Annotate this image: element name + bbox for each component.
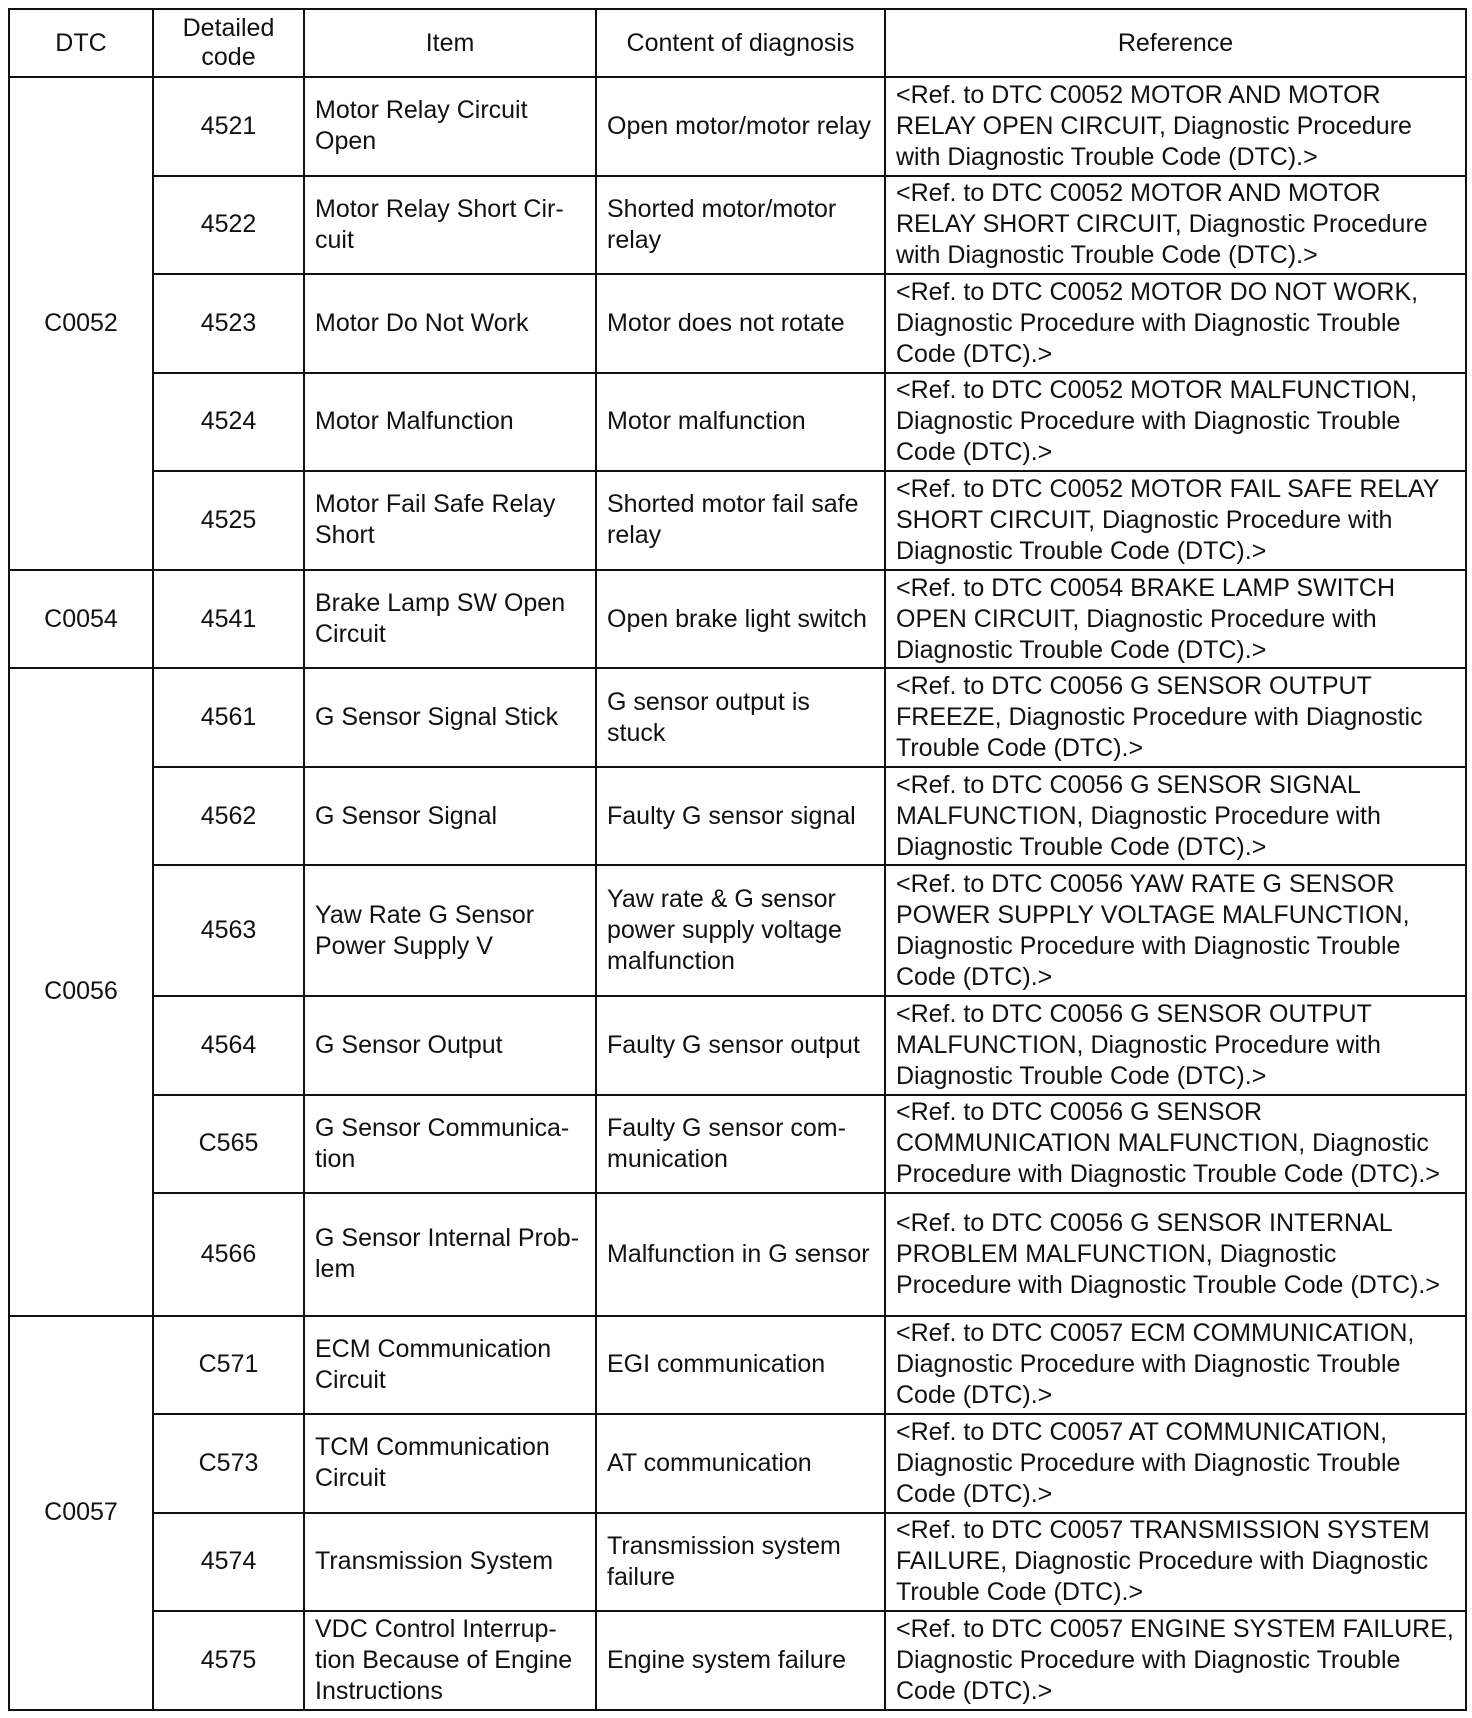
header-row	[9, 9, 1466, 77]
reference-cell: <Ref. to DTC C0056 G SENSOR COMMUNICATION MALFUNCTION, Diagnostic Procedure with Diagnostic Trouble Code (DTC).>	[885, 1095, 1466, 1194]
table-row	[9, 767, 1466, 866]
content-cell: G sensor output is stuck	[596, 668, 885, 767]
reference-cell: <Ref. to DTC C0057 ENGINE SYSTEM FAILURE, Diagnostic Procedure with Diagnostic Trouble Code (DTC).>	[885, 1611, 1466, 1710]
detailed-code-cell: 4564	[153, 996, 304, 1095]
content-cell: Shorted motor/motor relay	[596, 176, 885, 275]
reference-cell: <Ref. to DTC C0057 TRANSMISSION SYSTEM FAILURE, Diagnostic Procedure with Diagnostic Trouble Code (DTC).>	[885, 1513, 1466, 1612]
header-detailed-code-line1: Detailed	[182, 14, 275, 42]
table-row	[9, 1193, 1466, 1315]
item-cell: G Sensor Communica-tion	[304, 1095, 596, 1194]
dtc-cell: C0052	[9, 77, 153, 570]
detailed-code-cell: 4541	[153, 570, 304, 669]
detailed-code-cell: 4524	[153, 373, 304, 472]
item-cell: TCM Communication Circuit	[304, 1414, 596, 1513]
table-row	[9, 471, 1466, 570]
detailed-code-cell: 4522	[153, 176, 304, 275]
detailed-code-cell: C565	[153, 1095, 304, 1194]
item-cell: G Sensor Signal	[304, 767, 596, 866]
item-cell: Motor Malfunction	[304, 373, 596, 472]
dtc-cell: C0054	[9, 570, 153, 669]
content-cell: Shorted motor fail safe relay	[596, 471, 885, 570]
content-cell: Faulty G sensor output	[596, 996, 885, 1095]
header-detailed-code	[153, 9, 304, 77]
item-cell: Transmission System	[304, 1513, 596, 1612]
table-row	[9, 1513, 1466, 1612]
table-row	[9, 1611, 1466, 1710]
reference-cell: <Ref. to DTC C0056 G SENSOR OUTPUT MALFUNCTION, Diagnostic Procedure with Diagnostic Trouble Code (DTC).>	[885, 996, 1466, 1095]
table-row	[9, 865, 1466, 996]
content-cell: Open motor/motor relay	[596, 77, 885, 176]
dtc-table	[8, 8, 1467, 1711]
content-cell: Faulty G sensor com-munication	[596, 1095, 885, 1194]
item-cell: Motor Do Not Work	[304, 274, 596, 373]
reference-cell: <Ref. to DTC C0056 YAW RATE G SENSOR POWER SUPPLY VOLTAGE MALFUNCTION, Diagnostic Procedure with Diagnostic Trouble Code (DTC).>	[885, 865, 1466, 996]
detailed-code-cell: C571	[153, 1316, 304, 1415]
table-row	[9, 176, 1466, 275]
table-row	[9, 1095, 1466, 1194]
header-reference: Reference	[885, 9, 1466, 77]
content-cell: Motor does not rotate	[596, 274, 885, 373]
header-detailed-code-line2: code	[201, 43, 256, 71]
table-row	[9, 1414, 1466, 1513]
detailed-code-cell: 4525	[153, 471, 304, 570]
reference-cell: <Ref. to DTC C0052 MOTOR FAIL SAFE RELAY SHORT CIRCUIT, Diagnostic Procedure with Diagnostic Trouble Code (DTC).>	[885, 471, 1466, 570]
detailed-code-cell: 4523	[153, 274, 304, 373]
reference-cell: <Ref. to DTC C0056 G SENSOR INTERNAL PROBLEM MALFUNCTION, Diagnostic Procedure with Diagnostic Trouble Code (DTC).>	[885, 1193, 1466, 1315]
header-dtc: DTC	[9, 9, 153, 77]
content-cell: AT communication	[596, 1414, 885, 1513]
reference-cell: <Ref. to DTC C0056 G SENSOR SIGNAL MALFUNCTION, Diagnostic Procedure with Diagnostic Trouble Code (DTC).>	[885, 767, 1466, 866]
table-row	[9, 1316, 1466, 1415]
content-cell: Open brake light switch	[596, 570, 885, 669]
reference-cell: <Ref. to DTC C0052 MOTOR AND MOTOR RELAY OPEN CIRCUIT, Diagnostic Procedure with Diagnostic Trouble Code (DTC).>	[885, 77, 1466, 176]
content-cell: Faulty G sensor signal	[596, 767, 885, 866]
item-cell: G Sensor Output	[304, 996, 596, 1095]
table-row	[9, 274, 1466, 373]
item-cell: Motor Fail Safe Relay Short	[304, 471, 596, 570]
reference-cell: <Ref. to DTC C0052 MOTOR MALFUNCTION, Diagnostic Procedure with Diagnostic Trouble Code (DTC).>	[885, 373, 1466, 472]
item-cell: VDC Control Interrup-tion Because of Engine Instructions	[304, 1611, 596, 1710]
item-cell: G Sensor Signal Stick	[304, 668, 596, 767]
table-row	[9, 996, 1466, 1095]
reference-cell: <Ref. to DTC C0052 MOTOR DO NOT WORK, Diagnostic Procedure with Diagnostic Trouble Code (DTC).>	[885, 274, 1466, 373]
reference-cell: <Ref. to DTC C0057 ECM COMMUNICATION, Diagnostic Procedure with Diagnostic Trouble Code (DTC).>	[885, 1316, 1466, 1415]
content-cell: Motor malfunction	[596, 373, 885, 472]
reference-cell: <Ref. to DTC C0057 AT COMMUNICATION, Diagnostic Procedure with Diagnostic Trouble Code (DTC).>	[885, 1414, 1466, 1513]
header-item: Item	[304, 9, 596, 77]
item-cell: Motor Relay Circuit Open	[304, 77, 596, 176]
item-cell: Brake Lamp SW Open Circuit	[304, 570, 596, 669]
table-body	[9, 77, 1466, 1710]
detailed-code-cell: 4575	[153, 1611, 304, 1710]
content-cell: Engine system failure	[596, 1611, 885, 1710]
content-cell: EGI communication	[596, 1316, 885, 1415]
detailed-code-cell: 4562	[153, 767, 304, 866]
dtc-cell: C0056	[9, 668, 153, 1315]
detailed-code-cell: C573	[153, 1414, 304, 1513]
detailed-code-cell: 4561	[153, 668, 304, 767]
item-cell: G Sensor Internal Prob-lem	[304, 1193, 596, 1315]
dtc-cell: C0057	[9, 1316, 153, 1710]
detailed-code-cell: 4574	[153, 1513, 304, 1612]
table-row	[9, 77, 1466, 176]
detailed-code-cell: 4563	[153, 865, 304, 996]
reference-cell: <Ref. to DTC C0052 MOTOR AND MOTOR RELAY SHORT CIRCUIT, Diagnostic Procedure with Diagnostic Trouble Code (DTC).>	[885, 176, 1466, 275]
detailed-code-cell: 4566	[153, 1193, 304, 1315]
content-cell: Yaw rate & G sensor power supply voltage malfunction	[596, 865, 885, 996]
reference-cell: <Ref. to DTC C0056 G SENSOR OUTPUT FREEZE, Diagnostic Procedure with Diagnostic Trouble Code (DTC).>	[885, 668, 1466, 767]
item-cell: Motor Relay Short Cir-cuit	[304, 176, 596, 275]
table-row	[9, 373, 1466, 472]
item-cell: Yaw Rate G Sensor Power Supply V	[304, 865, 596, 996]
detailed-code-cell: 4521	[153, 77, 304, 176]
table-row	[9, 570, 1466, 669]
table-row	[9, 668, 1466, 767]
item-cell: ECM Communication Circuit	[304, 1316, 596, 1415]
reference-cell: <Ref. to DTC C0054 BRAKE LAMP SWITCH OPEN CIRCUIT, Diagnostic Procedure with Diagnostic Trouble Code (DTC).>	[885, 570, 1466, 669]
content-cell: Transmission system failure	[596, 1513, 885, 1612]
header-content: Content of diagnosis	[596, 9, 885, 77]
content-cell: Malfunction in G sensor	[596, 1193, 885, 1315]
